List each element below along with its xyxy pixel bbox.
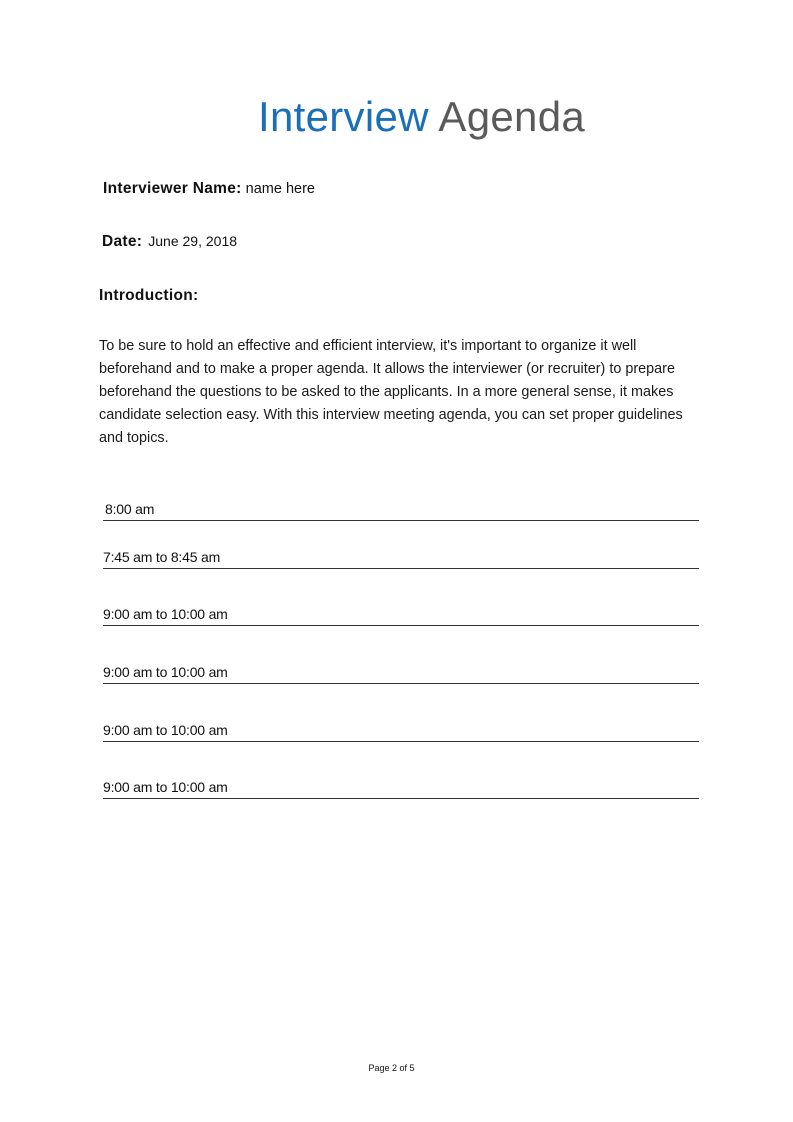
introduction-paragraph: To be sure to hold an effective and efficient interview, it's important to organize it well beforehand and to make a proper agenda. It allows the interviewer (or recruiter) to prepare beforehand the questions to be asked to the applicants. In a more general sense, it makes candidate selection easy. With this interview meeting agenda, you can set proper guidelines and topics. <box>99 338 683 446</box>
page-number: Page 2 of 5 <box>368 1063 415 1073</box>
interviewer-name-label: Interviewer Name: <box>103 180 242 197</box>
page-title-accent: Interview <box>257 93 429 140</box>
agenda-item: 9:00 am to 10:00 am <box>103 778 699 799</box>
interviewer-name-value: name here <box>245 181 315 197</box>
agenda-item: 9:00 am to 10:00 am <box>103 663 699 684</box>
agenda-item: 8:00 am <box>103 500 699 521</box>
interviewer-name-row <box>103 179 315 199</box>
date-row <box>102 231 237 252</box>
date-label: Date: <box>102 233 143 250</box>
page-title <box>0 92 793 142</box>
page-title-rest: Agenda <box>438 93 586 140</box>
agenda-item: 9:00 am to 10:00 am <box>103 721 699 742</box>
introduction-heading: Introduction: <box>99 287 199 304</box>
agenda-item: 7:45 am to 8:45 am <box>103 548 699 569</box>
date-value: June 29, 2018 <box>148 233 238 249</box>
agenda-item: 9:00 am to 10:00 am <box>103 605 699 626</box>
